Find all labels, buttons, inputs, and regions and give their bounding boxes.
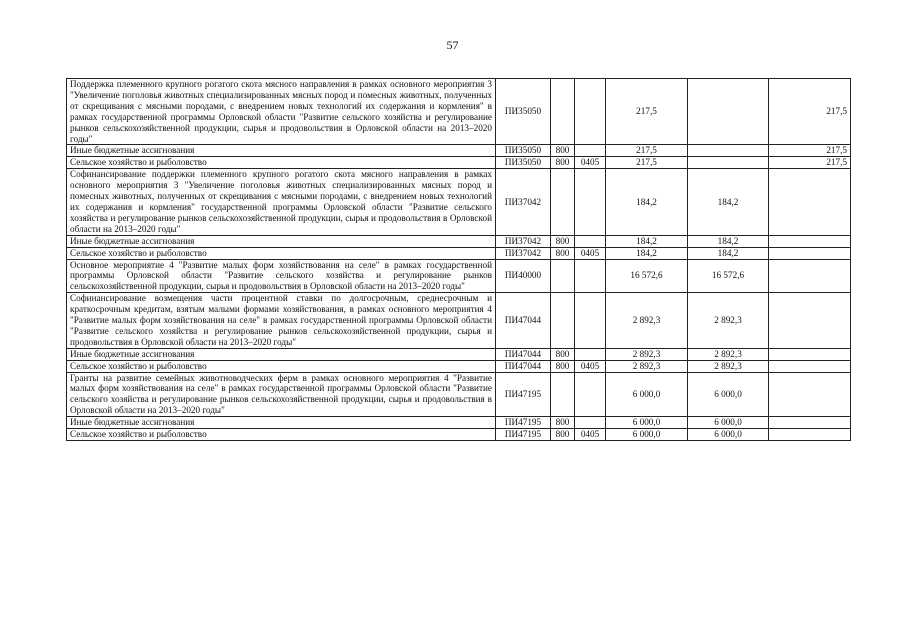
- expense-type-code: 800: [551, 429, 575, 441]
- amount-total: 217,5: [606, 145, 688, 157]
- expense-type-code: 800: [551, 145, 575, 157]
- table-row: [67, 235, 851, 247]
- row-description: Сельское хозяйство и рыболовство: [67, 157, 496, 169]
- table-row: [67, 417, 851, 429]
- expense-type-code: [551, 293, 575, 349]
- amount-regional: 2 892,3: [688, 348, 769, 360]
- section-code: [575, 79, 606, 145]
- row-description: Софинансирование поддержки племенного крупного рогатого скота мясного направления в рамках основного мероприятия 3 "Увеличение поголовья животных специализированных мясных пород и помесных животных, полученных от скрещивания с мясными породами, с внедрением новых технологий их содержания и кормления" государственной программы Орловской области "Развитие сельского хозяйства и регулирование рынков сельскохозяйственной продукции, сырья и продовольствия в Орловской области на 2013–2020 годы": [67, 169, 496, 235]
- section-code: [575, 169, 606, 235]
- amount-federal: [769, 235, 851, 247]
- row-description: Сельское хозяйство и рыболовство: [67, 429, 496, 441]
- target-article-code: ПИ47195: [496, 429, 551, 441]
- section-code: [575, 417, 606, 429]
- amount-federal: [769, 372, 851, 417]
- row-description: Гранты на развитие семейных животноводческих ферм в рамках основного мероприятия 4 "Развитие малых форм хозяйствования на селе" в рамках государственной программы Орловской области "Развитие сельского хозяйства и регулирование рынков сельскохозяйственной продукции, сырья и продовольствия в Орловской области на 2013–2020 годы": [67, 372, 496, 417]
- expense-type-code: 800: [551, 360, 575, 372]
- amount-federal: [769, 293, 851, 349]
- expense-type-code: 800: [551, 235, 575, 247]
- target-article-code: ПИ37042: [496, 169, 551, 235]
- amount-regional: 2 892,3: [688, 360, 769, 372]
- amount-total: 184,2: [606, 235, 688, 247]
- amount-total: 6 000,0: [606, 429, 688, 441]
- row-description: Сельское хозяйство и рыболовство: [67, 247, 496, 259]
- section-code: 0405: [575, 157, 606, 169]
- section-code: [575, 145, 606, 157]
- amount-regional: [688, 145, 769, 157]
- table-row: [67, 360, 851, 372]
- amount-federal: [769, 348, 851, 360]
- target-article-code: ПИ47044: [496, 348, 551, 360]
- expense-type-code: [551, 372, 575, 417]
- target-article-code: ПИ47044: [496, 293, 551, 349]
- expense-type-code: 800: [551, 247, 575, 259]
- expense-type-code: 800: [551, 348, 575, 360]
- table-row: [67, 372, 851, 417]
- amount-total: 16 572,6: [606, 259, 688, 293]
- section-code: [575, 259, 606, 293]
- amount-total: 2 892,3: [606, 360, 688, 372]
- amount-regional: 184,2: [688, 169, 769, 235]
- amount-regional: 2 892,3: [688, 293, 769, 349]
- target-article-code: ПИ47044: [496, 360, 551, 372]
- amount-total: 217,5: [606, 79, 688, 145]
- expense-type-code: 800: [551, 157, 575, 169]
- amount-total: 217,5: [606, 157, 688, 169]
- amount-regional: 6 000,0: [688, 429, 769, 441]
- target-article-code: ПИ47195: [496, 417, 551, 429]
- table-row: [67, 169, 851, 235]
- target-article-code: ПИ35050: [496, 145, 551, 157]
- amount-federal: 217,5: [769, 157, 851, 169]
- expense-type-code: 800: [551, 417, 575, 429]
- table-row: [67, 247, 851, 259]
- amount-total: 184,2: [606, 247, 688, 259]
- amount-federal: 217,5: [769, 145, 851, 157]
- amount-total: 184,2: [606, 169, 688, 235]
- section-code: [575, 293, 606, 349]
- section-code: 0405: [575, 360, 606, 372]
- amount-federal: [769, 247, 851, 259]
- section-code: 0405: [575, 247, 606, 259]
- row-description: Софинансирование возмещения части процентной ставки по долгосрочным, среднесрочным и краткосрочным кредитам, взятым малыми формами хозяйствования, в рамках основного мероприятия 4 "Развитие малых форм хозяйствования на селе" в рамках государственной программы Орловской области "Развитие сельского хозяйства и регулирование рынков сельскохозяйственной продукции, сырья и продовольствия в Орловской области на 2013–2020 годы": [67, 293, 496, 349]
- table-row: [67, 293, 851, 349]
- table-row: [67, 157, 851, 169]
- amount-total: 2 892,3: [606, 348, 688, 360]
- table-row: [67, 145, 851, 157]
- amount-regional: 16 572,6: [688, 259, 769, 293]
- amount-federal: [769, 429, 851, 441]
- target-article-code: ПИ35050: [496, 157, 551, 169]
- amount-regional: 184,2: [688, 247, 769, 259]
- row-description: Иные бюджетные ассигнования: [67, 145, 496, 157]
- expense-type-code: [551, 79, 575, 145]
- amount-total: 6 000,0: [606, 372, 688, 417]
- amount-regional: 6 000,0: [688, 417, 769, 429]
- section-code: [575, 235, 606, 247]
- row-description: Иные бюджетные ассигнования: [67, 235, 496, 247]
- amount-federal: 217,5: [769, 79, 851, 145]
- amount-regional: [688, 157, 769, 169]
- row-description: Сельское хозяйство и рыболовство: [67, 360, 496, 372]
- target-article-code: ПИ47195: [496, 372, 551, 417]
- target-article-code: ПИ35050: [496, 79, 551, 145]
- amount-federal: [769, 169, 851, 235]
- table-row: [67, 259, 851, 293]
- section-code: 0405: [575, 429, 606, 441]
- row-description: Основное мероприятие 4 "Развитие малых форм хозяйствования на селе" в рамках государственной программы Орловской области "Развитие сельского хозяйства и регулирование рынков сельскохозяйственной продукции, сырья и продовольствия в Орловской области на 2013–2020 годы": [67, 259, 496, 293]
- row-description: Иные бюджетные ассигнования: [67, 417, 496, 429]
- amount-federal: [769, 417, 851, 429]
- expense-type-code: [551, 259, 575, 293]
- section-code: [575, 372, 606, 417]
- target-article-code: ПИ37042: [496, 235, 551, 247]
- row-description: Иные бюджетные ассигнования: [67, 348, 496, 360]
- amount-federal: [769, 360, 851, 372]
- table-row: [67, 348, 851, 360]
- row-description: Поддержка племенного крупного рогатого скота мясного направления в рамках основного мероприятия 3 "Увеличение поголовья животных специализированных мясных пород и помесных животных, полученных от скрещивания с мясными породами, с внедрением новых технологий их содержания и кормления" в рамках государственной программы Орловской области "Развитие сельского хозяйства и регулирование рынков сельскохозяйственной продукции, сырья и продовольствия в Орловской области на 2013–2020 годы": [67, 79, 496, 145]
- target-article-code: ПИ37042: [496, 247, 551, 259]
- amount-regional: 184,2: [688, 235, 769, 247]
- amount-regional: [688, 79, 769, 145]
- page-number: 57: [446, 38, 459, 52]
- amount-total: 2 892,3: [606, 293, 688, 349]
- table-row: [67, 79, 851, 145]
- section-code: [575, 348, 606, 360]
- table-row: [67, 429, 851, 441]
- amount-federal: [769, 259, 851, 293]
- amount-total: 6 000,0: [606, 417, 688, 429]
- target-article-code: ПИ40000: [496, 259, 551, 293]
- budget-table: [66, 78, 851, 441]
- expense-type-code: [551, 169, 575, 235]
- amount-regional: 6 000,0: [688, 372, 769, 417]
